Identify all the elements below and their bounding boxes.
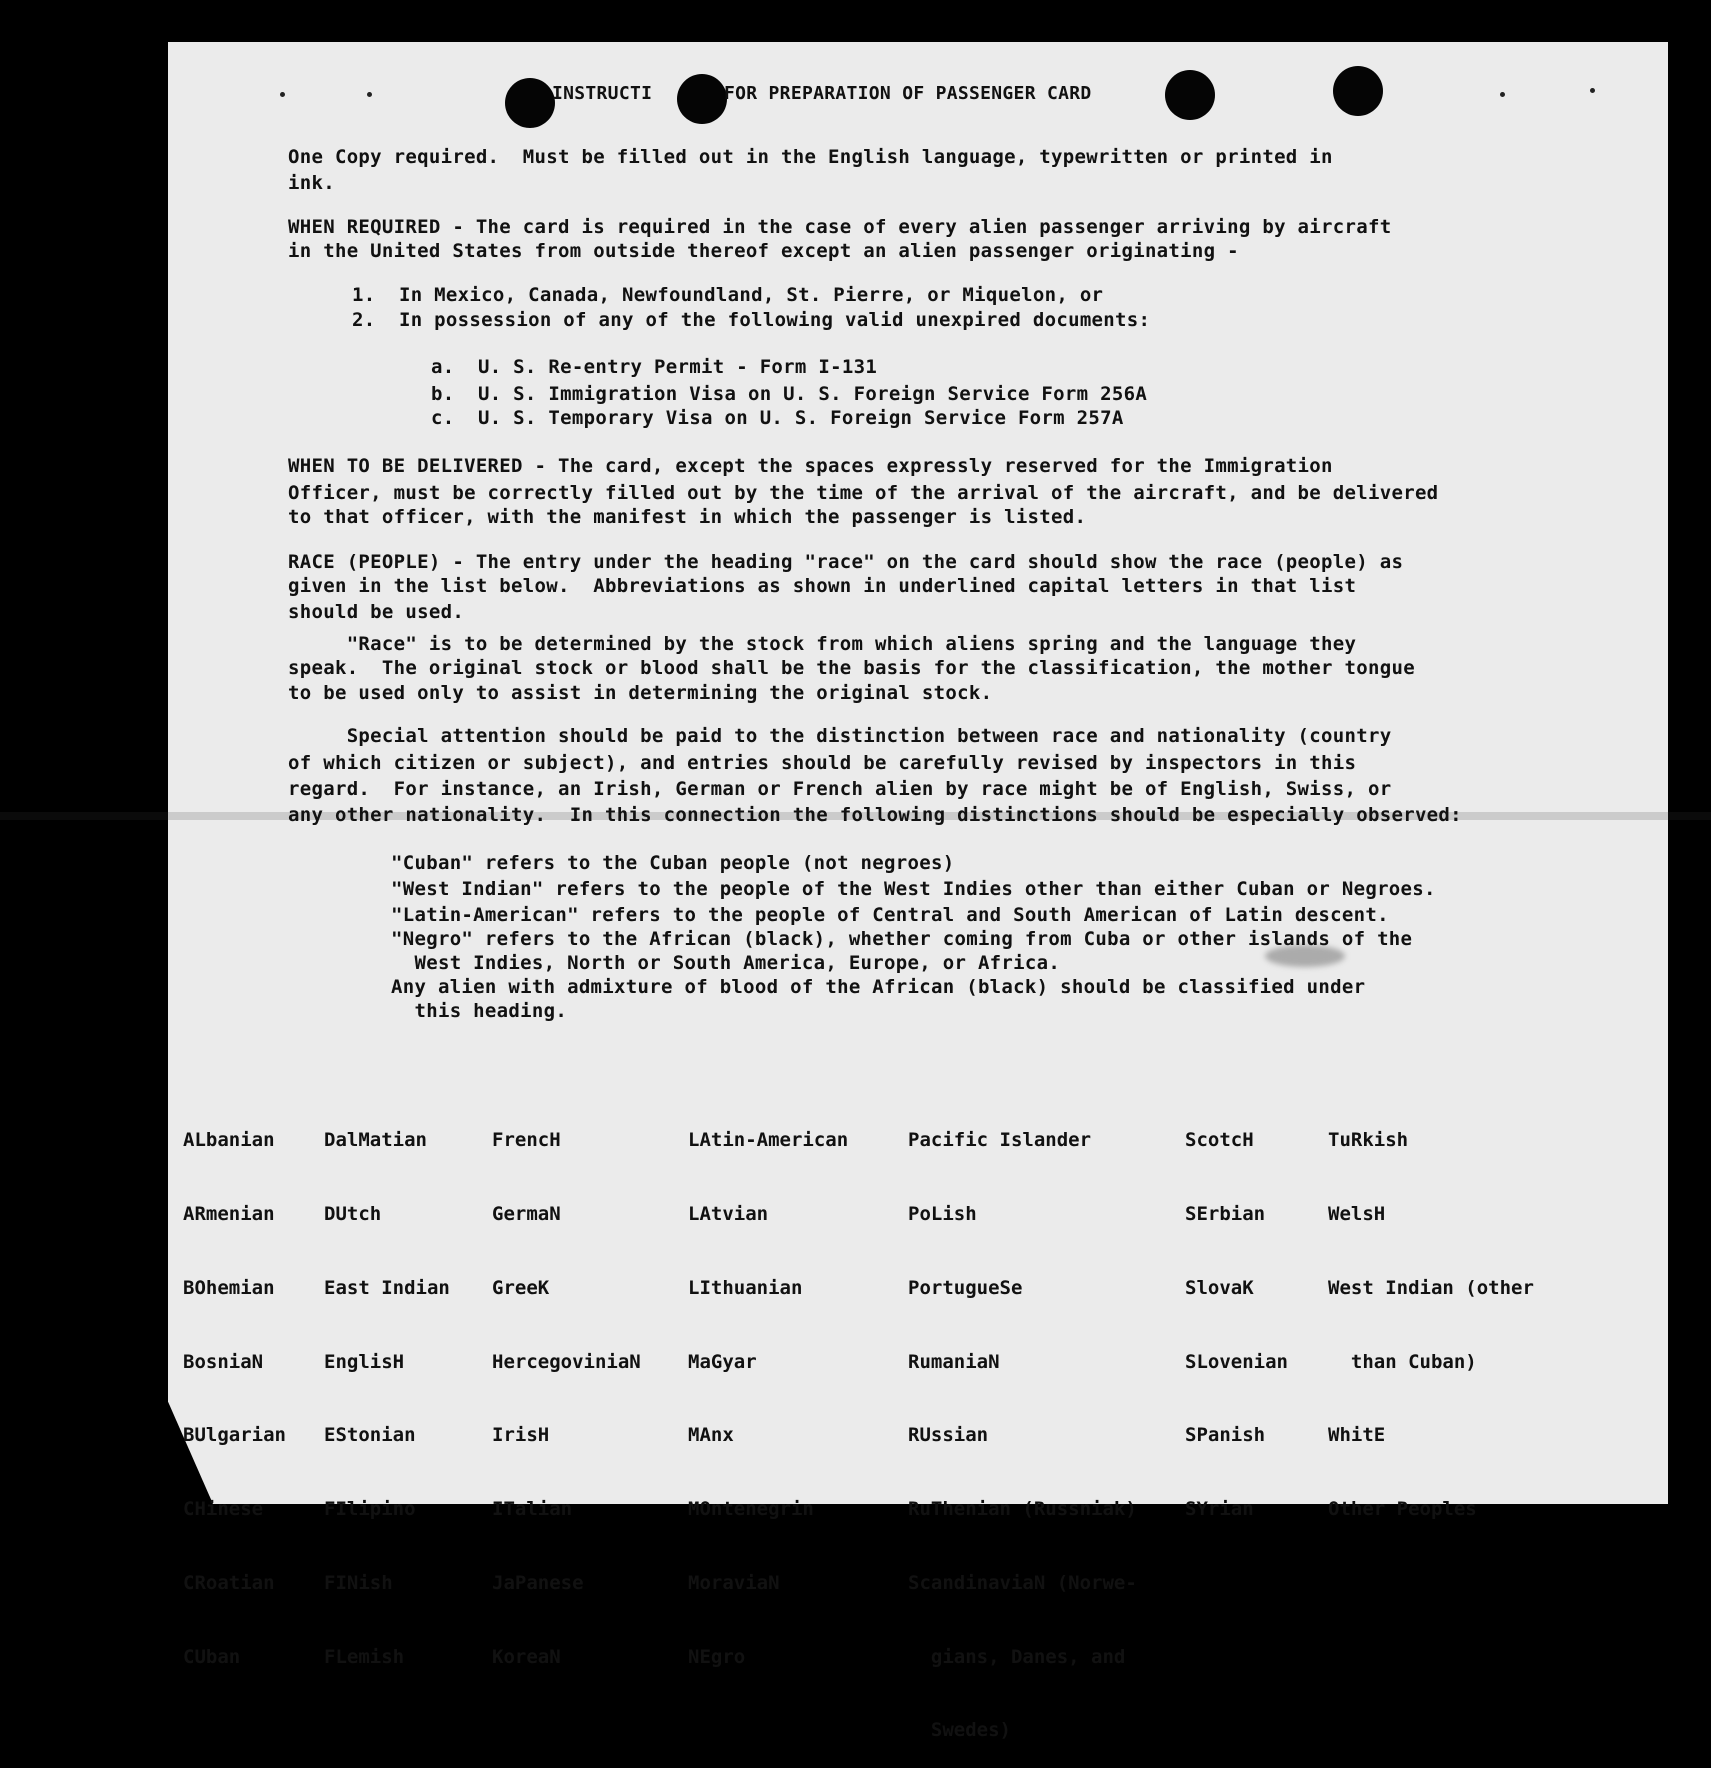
distinction-west-indian: "West Indian" refers to the people of the West Indies other than either Cuban or Negroes. — [391, 878, 1436, 900]
race-item: RumaniaN — [908, 1350, 1000, 1373]
race-item: Swedes) — [908, 1719, 1011, 1742]
special-attention-line-2: of which citizen or subject), and entries should be carefully revised by inspectors in this — [288, 752, 1357, 774]
race-item: LAtin-American — [688, 1129, 849, 1152]
when-delivered-line-3: to that officer, with the manifest in which the passenger is listed. — [288, 506, 1087, 528]
race-item: SlovaK — [1185, 1276, 1254, 1299]
race-item: TuRkish — [1328, 1129, 1409, 1152]
distinction-latin-american: "Latin-American" refers to the people of Central and South American of Latin descent. — [391, 904, 1389, 926]
origin-item-2: 2. In possession of any of the following valid unexpired documents: — [352, 309, 1151, 331]
race-item: GreeK — [492, 1276, 550, 1299]
race-item: GermaN — [492, 1202, 561, 1225]
race-item: JaPanese — [492, 1571, 584, 1594]
race-item: Pacific Islander — [908, 1129, 1092, 1152]
race-item: FrencH — [492, 1129, 561, 1152]
race-item: ScandinaviaN (Norwe- — [908, 1571, 1137, 1594]
race-item: CRoatian — [183, 1571, 275, 1594]
race-item: EStonian — [324, 1424, 416, 1447]
race-item: LIthuanian — [688, 1276, 803, 1299]
race-stock-line-1: "Race" is to be determined by the stock from which aliens spring and the language they — [288, 633, 1357, 655]
speck — [1500, 92, 1505, 97]
race-column-7 — [1328, 1079, 1534, 1546]
race-item: DUtch — [324, 1202, 382, 1225]
race-item: LAtvian — [688, 1202, 769, 1225]
distinction-admixture-line-2: this heading. — [391, 1000, 568, 1022]
race-stock-line-2: speak. The original stock or blood shall be the basis for the classification, the mother tongue — [288, 657, 1415, 679]
race-item: MoraviaN — [688, 1571, 780, 1594]
race-item: KoreaN — [492, 1645, 561, 1668]
distinction-negro-line-1: "Negro" refers to the African (black), whether coming from Cuba or other islands of the — [391, 928, 1413, 950]
race-item: BUlgarian — [183, 1424, 286, 1447]
when-required-line-1: WHEN REQUIRED - The card is required in the case of every alien passenger arriving by aircraft — [288, 216, 1392, 238]
race-item: IrisH — [492, 1424, 550, 1447]
page-title-right: FOR PREPARATION OF PASSENGER CARD — [724, 83, 1092, 104]
speck — [367, 92, 372, 97]
distinction-cuban: "Cuban" refers to the Cuban people (not negroes) — [391, 852, 955, 874]
race-column-5 — [908, 1079, 1137, 1768]
race-column-3 — [492, 1079, 641, 1694]
race-item: Other Peoples — [1328, 1498, 1477, 1521]
race-item: ALbanian — [183, 1129, 275, 1152]
race-column-6 — [1185, 1079, 1288, 1546]
when-delivered-line-2: Officer, must be correctly filled out by the time of the arrival of the aircraft, and be delivered — [288, 482, 1439, 504]
race-item: WelsH — [1328, 1202, 1386, 1225]
race-item: RuThenian (Russniak) — [908, 1498, 1137, 1521]
race-item: than Cuban) — [1328, 1350, 1477, 1373]
speck — [280, 92, 285, 97]
race-item: MaGyar — [688, 1350, 757, 1373]
special-attention-line-1: Special attention should be paid to the distinction between race and nationality (country — [288, 725, 1392, 747]
when-delivered-line-1: WHEN TO BE DELIVERED - The card, except the spaces expressly reserved for the Immigration — [288, 455, 1333, 477]
special-attention-line-3: regard. For instance, an Irish, German or French alien by race might be of English, Swiss, or — [288, 778, 1392, 800]
origin-item-1: 1. In Mexico, Canada, Newfoundland, St. Pierre, or Miquelon, or — [352, 284, 1104, 306]
speck — [1590, 88, 1595, 93]
race-item: DalMatian — [324, 1129, 427, 1152]
race-item: West Indian (other — [1328, 1276, 1534, 1299]
race-item: FIlipino — [324, 1498, 416, 1521]
race-item: WhitE — [1328, 1424, 1386, 1447]
race-item: MOntenegrin — [688, 1498, 814, 1521]
special-attention-line-4: any other nationality. In this connection the following distinctions should be especially observed: — [288, 804, 1462, 826]
race-item: MAnx — [688, 1424, 734, 1447]
race-item: ARmenian — [183, 1202, 275, 1225]
document-item-a: a. U. S. Re-entry Permit - Form I-131 — [431, 356, 878, 378]
race-item: RUssian — [908, 1424, 989, 1447]
punch-hole — [1165, 70, 1215, 120]
race-item: FINish — [324, 1571, 393, 1594]
when-required-line-2: in the United States from outside thereof except an alien passenger originating - — [288, 240, 1239, 262]
distinction-negro-line-2: West Indies, North or South America, Europe, or Africa. — [391, 952, 1061, 974]
race-item: PortugueSe — [908, 1276, 1023, 1299]
race-item: EnglisH — [324, 1350, 405, 1373]
intro-line-1: One Copy required. Must be filled out in the English language, typewritten or printed in — [288, 146, 1333, 168]
race-line-2: given in the list below. Abbreviations as shown in underlined capital letters in that list — [288, 575, 1357, 597]
race-item: FLemish — [324, 1645, 405, 1668]
race-column-4 — [688, 1079, 848, 1694]
race-item: NEgro — [688, 1645, 746, 1668]
race-item: East Indian — [324, 1276, 450, 1299]
race-item: ITalian — [492, 1498, 573, 1521]
race-item: ScotcH — [1185, 1129, 1254, 1152]
punch-hole — [677, 74, 727, 124]
race-item: SPanish — [1185, 1424, 1266, 1447]
distinction-admixture-line-1: Any alien with admixture of blood of the African (black) should be classified under — [391, 976, 1366, 998]
race-item: PoLish — [908, 1202, 977, 1225]
punch-hole — [1333, 66, 1383, 116]
race-item: HercegoviniaN — [492, 1350, 641, 1373]
race-column-2 — [324, 1079, 450, 1694]
race-item: CHinese — [183, 1498, 264, 1521]
race-line-3: should be used. — [288, 601, 465, 623]
document-item-b: b. U. S. Immigration Visa on U. S. Foreign Service Form 256A — [431, 383, 1148, 405]
race-stock-line-3: to be used only to assist in determining the original stock. — [288, 682, 993, 704]
race-item: gians, Danes, and — [908, 1645, 1126, 1668]
punch-hole — [505, 78, 555, 128]
race-column-1 — [183, 1079, 286, 1694]
race-item: SErbian — [1185, 1202, 1266, 1225]
race-line-1: RACE (PEOPLE) - The entry under the heading "race" on the card should show the race (people) as — [288, 551, 1404, 573]
race-item: SYrian — [1185, 1498, 1254, 1521]
document-item-c: c. U. S. Temporary Visa on U. S. Foreign Service Form 257A — [431, 407, 1124, 429]
race-item: BOhemian — [183, 1276, 275, 1299]
race-item: BosniaN — [183, 1350, 264, 1373]
intro-line-2: ink. — [288, 172, 335, 194]
page-title-left: INSTRUCTI — [552, 83, 653, 104]
race-item: SLovenian — [1185, 1350, 1288, 1373]
race-item: CUban — [183, 1645, 241, 1668]
